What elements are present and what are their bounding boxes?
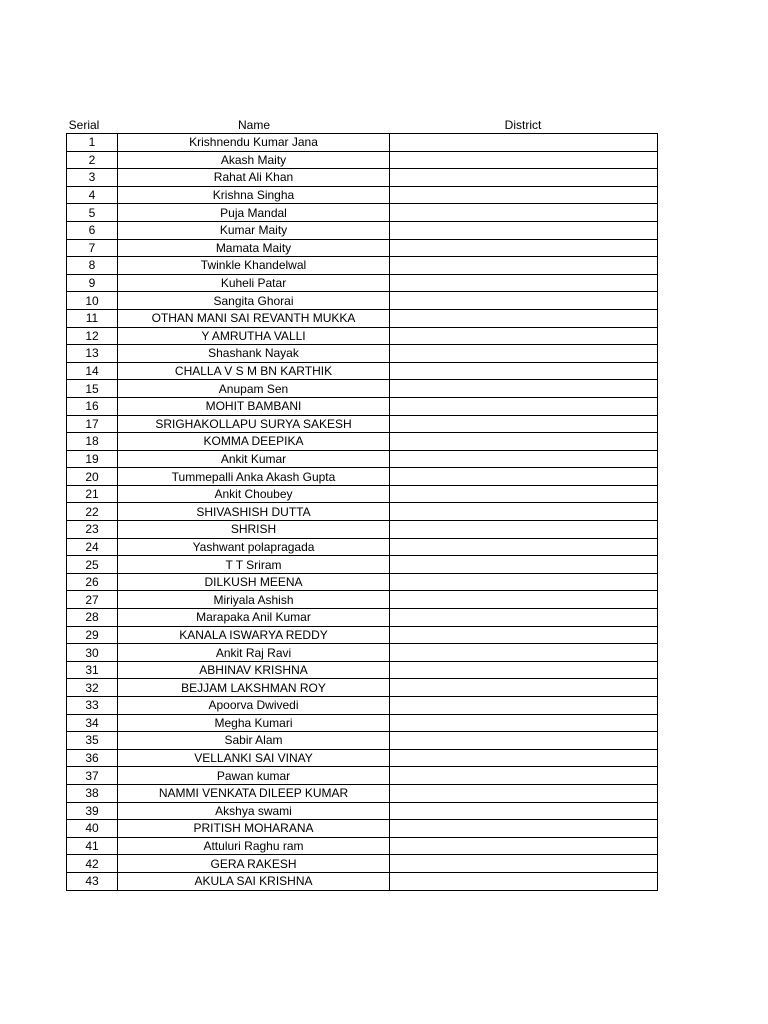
table-row: [67, 362, 658, 380]
table-row: [67, 239, 658, 257]
table-row: [67, 697, 658, 715]
district-cell: [390, 503, 658, 521]
name-cell: Kumar Maity: [118, 221, 390, 239]
district-cell: [390, 644, 658, 662]
table-row: [67, 556, 658, 574]
table-row: [67, 151, 658, 169]
district-cell: [390, 556, 658, 574]
table-row: [67, 591, 658, 609]
name-cell: Akshya swami: [118, 802, 390, 820]
table-row: [67, 503, 658, 521]
serial-cell: 6: [67, 221, 118, 239]
table-row: [67, 626, 658, 644]
table-row: [67, 134, 658, 152]
district-cell: [390, 204, 658, 222]
name-cell: Attuluri Raghu ram: [118, 837, 390, 855]
district-cell: [390, 732, 658, 750]
serial-cell: 17: [67, 415, 118, 433]
district-cell: [390, 573, 658, 591]
name-cell: BEJJAM LAKSHMAN ROY: [118, 679, 390, 697]
serial-cell: 5: [67, 204, 118, 222]
name-cell: Kuheli Patar: [118, 274, 390, 292]
serial-cell: 16: [67, 397, 118, 415]
name-cell: CHALLA V S M BN KARTHIK: [118, 362, 390, 380]
name-cell: KANALA ISWARYA REDDY: [118, 626, 390, 644]
district-cell: [390, 538, 658, 556]
district-column-header: District: [504, 118, 542, 132]
name-cell: Pawan kumar: [118, 767, 390, 785]
serial-cell: 10: [67, 292, 118, 310]
table-row: [67, 679, 658, 697]
serial-cell: 9: [67, 274, 118, 292]
serial-cell: 35: [67, 732, 118, 750]
roster-table: [66, 133, 658, 891]
table-row: [67, 538, 658, 556]
table-row: [67, 468, 658, 486]
district-cell: [390, 679, 658, 697]
name-cell: VELLANKI SAI VINAY: [118, 749, 390, 767]
name-cell: Sabir Alam: [118, 732, 390, 750]
table-row: [67, 802, 658, 820]
serial-cell: 25: [67, 556, 118, 574]
name-cell: Marapaka Anil Kumar: [118, 609, 390, 627]
table-row: [67, 186, 658, 204]
district-cell: [390, 292, 658, 310]
serial-cell: 12: [67, 327, 118, 345]
table-row: [67, 309, 658, 327]
serial-cell: 26: [67, 573, 118, 591]
table-row: [67, 257, 658, 275]
name-cell: Ankit Kumar: [118, 450, 390, 468]
district-cell: [390, 397, 658, 415]
table-row: [67, 327, 658, 345]
name-cell: Twinkle Khandelwal: [118, 257, 390, 275]
table-row: [67, 855, 658, 873]
name-cell: Miriyala Ashish: [118, 591, 390, 609]
name-cell: Rahat Ali Khan: [118, 169, 390, 187]
serial-cell: 23: [67, 521, 118, 539]
table-row: [67, 749, 658, 767]
serial-cell: 38: [67, 784, 118, 802]
serial-cell: 2: [67, 151, 118, 169]
name-cell: Megha Kumari: [118, 714, 390, 732]
name-cell: Sangita Ghorai: [118, 292, 390, 310]
name-cell: Krishnendu Kumar Jana: [118, 134, 390, 152]
district-cell: [390, 591, 658, 609]
name-cell: Apoorva Dwivedi: [118, 697, 390, 715]
name-cell: Y AMRUTHA VALLI: [118, 327, 390, 345]
table-row: [67, 433, 658, 451]
serial-cell: 40: [67, 820, 118, 838]
district-cell: [390, 661, 658, 679]
serial-cell: 31: [67, 661, 118, 679]
district-cell: [390, 837, 658, 855]
table-row: [67, 784, 658, 802]
serial-cell: 4: [67, 186, 118, 204]
district-cell: [390, 450, 658, 468]
table-row: [67, 714, 658, 732]
serial-cell: 42: [67, 855, 118, 873]
district-cell: [390, 221, 658, 239]
name-cell: MOHIT BAMBANI: [118, 397, 390, 415]
table-row: [67, 397, 658, 415]
name-cell: Puja Mandal: [118, 204, 390, 222]
table-row: [67, 573, 658, 591]
serial-cell: 1: [67, 134, 118, 152]
district-cell: [390, 257, 658, 275]
district-cell: [390, 820, 658, 838]
name-cell: SRIGHAKOLLAPU SURYA SAKESH: [118, 415, 390, 433]
serial-cell: 30: [67, 644, 118, 662]
name-cell: Mamata Maity: [118, 239, 390, 257]
serial-cell: 39: [67, 802, 118, 820]
district-cell: [390, 309, 658, 327]
serial-cell: 37: [67, 767, 118, 785]
name-cell: DILKUSH MEENA: [118, 573, 390, 591]
name-cell: Yashwant polapragada: [118, 538, 390, 556]
roster-table-body: [67, 134, 658, 891]
name-cell: Akash Maity: [118, 151, 390, 169]
serial-cell: 13: [67, 345, 118, 363]
name-cell: AKULA SAI KRISHNA: [118, 872, 390, 890]
table-row: [67, 644, 658, 662]
name-cell: KOMMA DEEPIKA: [118, 433, 390, 451]
district-cell: [390, 415, 658, 433]
table-row: [67, 485, 658, 503]
district-cell: [390, 274, 658, 292]
district-cell: [390, 151, 658, 169]
serial-cell: 18: [67, 433, 118, 451]
name-cell: GERA RAKESH: [118, 855, 390, 873]
district-cell: [390, 714, 658, 732]
serial-cell: 7: [67, 239, 118, 257]
serial-cell: 8: [67, 257, 118, 275]
table-row: [67, 732, 658, 750]
name-cell: OTHAN MANI SAI REVANTH MUKKA: [118, 309, 390, 327]
table-row: [67, 837, 658, 855]
name-column-header: Name: [237, 118, 270, 132]
serial-cell: 34: [67, 714, 118, 732]
district-cell: [390, 697, 658, 715]
district-cell: [390, 485, 658, 503]
name-cell: Anupam Sen: [118, 380, 390, 398]
table-row: [67, 820, 658, 838]
table-row: [67, 274, 658, 292]
serial-cell: 22: [67, 503, 118, 521]
serial-cell: 41: [67, 837, 118, 855]
table-row: [67, 169, 658, 187]
district-cell: [390, 609, 658, 627]
table-row: [67, 609, 658, 627]
district-cell: [390, 784, 658, 802]
district-cell: [390, 626, 658, 644]
name-cell: SHIVASHISH DUTTA: [118, 503, 390, 521]
district-cell: [390, 767, 658, 785]
name-cell: Ankit Raj Ravi: [118, 644, 390, 662]
name-cell: ABHINAV KRISHNA: [118, 661, 390, 679]
district-cell: [390, 327, 658, 345]
name-cell: Tummepalli Anka Akash Gupta: [118, 468, 390, 486]
serial-cell: 11: [67, 309, 118, 327]
serial-cell: 3: [67, 169, 118, 187]
name-cell: PRITISH MOHARANA: [118, 820, 390, 838]
serial-cell: 19: [67, 450, 118, 468]
name-cell: NAMMI VENKATA DILEEP KUMAR: [118, 784, 390, 802]
table-row: [67, 221, 658, 239]
table-header: [66, 116, 656, 133]
name-cell: T T Sriram: [118, 556, 390, 574]
district-cell: [390, 872, 658, 890]
district-cell: [390, 345, 658, 363]
district-cell: [390, 380, 658, 398]
district-cell: [390, 362, 658, 380]
name-cell: Shashank Nayak: [118, 345, 390, 363]
district-cell: [390, 468, 658, 486]
serial-cell: 27: [67, 591, 118, 609]
serial-cell: 15: [67, 380, 118, 398]
table-row: [67, 345, 658, 363]
name-cell: Krishna Singha: [118, 186, 390, 204]
table-row: [67, 380, 658, 398]
table-row: [67, 521, 658, 539]
table-row: [67, 292, 658, 310]
district-cell: [390, 855, 658, 873]
table-row: [67, 204, 658, 222]
serial-cell: 32: [67, 679, 118, 697]
district-cell: [390, 749, 658, 767]
table-row: [67, 872, 658, 890]
district-cell: [390, 186, 658, 204]
district-cell: [390, 802, 658, 820]
serial-column-header: Serial: [68, 118, 100, 132]
serial-cell: 24: [67, 538, 118, 556]
name-cell: SHRISH: [118, 521, 390, 539]
serial-cell: 28: [67, 609, 118, 627]
district-cell: [390, 433, 658, 451]
district-cell: [390, 521, 658, 539]
serial-cell: 29: [67, 626, 118, 644]
district-cell: [390, 134, 658, 152]
table-row: [67, 661, 658, 679]
table-row: [67, 450, 658, 468]
serial-cell: 21: [67, 485, 118, 503]
table-row: [67, 415, 658, 433]
table-row: [67, 767, 658, 785]
district-cell: [390, 169, 658, 187]
name-cell: Ankit Choubey: [118, 485, 390, 503]
district-cell: [390, 239, 658, 257]
serial-cell: 20: [67, 468, 118, 486]
serial-cell: 14: [67, 362, 118, 380]
serial-cell: 33: [67, 697, 118, 715]
serial-cell: 36: [67, 749, 118, 767]
serial-cell: 43: [67, 872, 118, 890]
